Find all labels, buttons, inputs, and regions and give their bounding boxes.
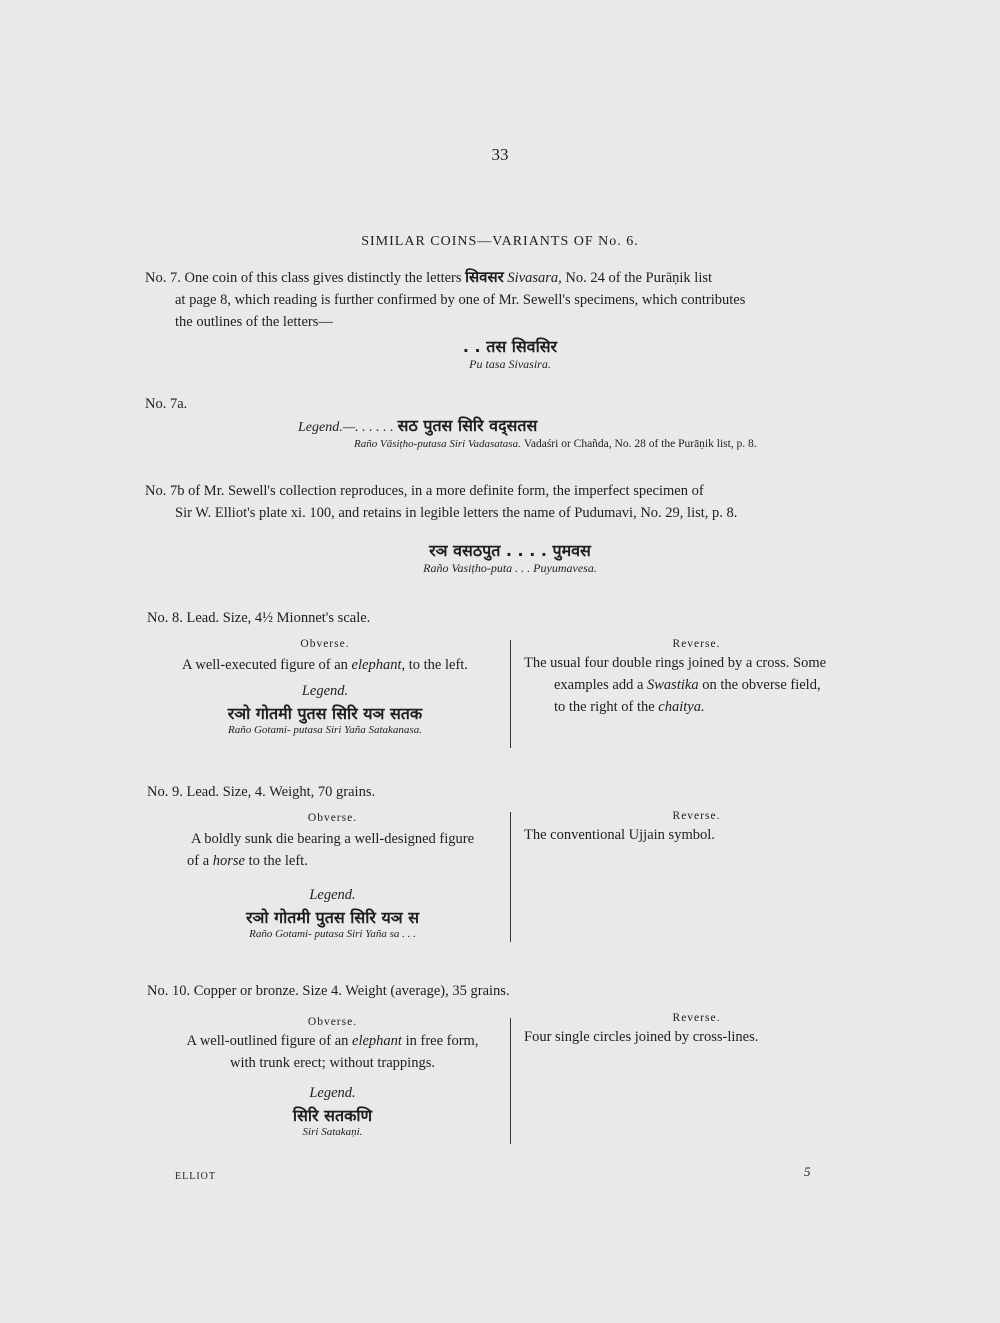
no7-line2: at page 8, which reading is further confirmed by one of Mr. Sewell's specimens, which contributes (175, 292, 746, 308)
no8-obverse (155, 638, 495, 736)
no7-legend-trans: Pu tasa Sivasira. (469, 357, 551, 371)
no7-line1-pre: No. 7. One coin of this class gives distinctly the letters (145, 270, 462, 286)
no7-deva: सिवसर (465, 268, 504, 286)
no10-obverse-line2: with trunk erect; without trappings. (230, 1055, 435, 1071)
no10-obverse-elephant: elephant (352, 1033, 402, 1049)
no8-reverse-swastika: Swastika (647, 677, 699, 693)
no10-reverse-label: Reverse. (672, 1012, 721, 1024)
no9-obverse (155, 812, 510, 940)
no10-legend-trans: Siri Satakaṇi. (302, 1126, 363, 1138)
no10-obverse (155, 1016, 510, 1138)
no7a-legend-deva: सठ पुतस सिरि वद्सतस (397, 416, 538, 435)
no8-divider (510, 640, 511, 748)
no7a-legend-trans-line (354, 436, 757, 451)
no7-line1 (145, 266, 865, 289)
no9-obverse-label: Obverse. (307, 812, 358, 824)
no10-obverse-label: Obverse. (307, 1016, 358, 1028)
no9-obverse-line1: A boldly sunk die bearing a well-designed figure (190, 831, 475, 847)
no8-header: No. 8. Lead. Size, 4½ Mionnet's scale. (147, 610, 371, 626)
no8-reverse-chaitya: chaitya. (658, 699, 705, 715)
no8-reverse-line2-pre: examples add a (554, 677, 644, 693)
no7-sivasara: Sivasara, (507, 270, 562, 286)
no8-reverse-line2 (524, 674, 869, 696)
no9-legend-deva: रञो गोतमी पुतस सिरि यञ स (245, 908, 420, 927)
page-number: 33 (491, 145, 509, 164)
no7b-line1: No. 7b of Mr. Sewell's collection reproduces, in a more definite form, the imperfect specimen of (145, 483, 704, 499)
no8-legend-deva: रञो गोतमी पुतस सिरि यञ सतक (227, 704, 423, 723)
no10-reverse-text: Four single circles joined by cross-lines. (524, 1029, 759, 1045)
no8-reverse (524, 638, 869, 718)
no8-obverse-it: elephant, (351, 657, 406, 673)
no9-reverse-text: The conventional Ujjain symbol. (524, 827, 715, 843)
no10-legend-label: Legend. (309, 1085, 356, 1101)
no10-obverse-line1-post: in free form, (405, 1033, 479, 1049)
footer-signature: ELLIOT (175, 1171, 216, 1182)
no10-reverse (524, 1012, 869, 1048)
no7a-label: No. 7a. (145, 396, 188, 412)
no7b-paragraph (145, 480, 865, 524)
no7b-line2: Sir W. Elliot's plate xi. 100, and retains in legible letters the name of Pudumavi, No. 29, list, p. 8. (175, 505, 738, 521)
no8-obverse-post: to the left. (408, 657, 468, 673)
no7-line3: the outlines of the letters— (175, 314, 333, 330)
no10-obverse-line1-pre: A well-outlined figure of an (186, 1033, 349, 1049)
section-title: SIMILAR COINS—VARIANTS OF No. 6. (361, 234, 639, 249)
no10-legend-deva: सिरि सतकणि (292, 1106, 373, 1125)
no7b-legend-trans: Raño Vasiṭho-puta . . . Puyumavesa. (423, 561, 597, 575)
no10-header: No. 10. Copper or bronze. Size 4. Weight (average), 35 grains. (147, 983, 510, 999)
no8-obverse-pre: A well-executed figure of an (182, 657, 348, 673)
no8-reverse-line2-post: on the obverse field, (702, 677, 821, 693)
no9-reverse-label: Reverse. (672, 810, 721, 822)
no8-reverse-line1: The usual four double rings joined by a cross. Some (524, 655, 827, 671)
no9-obverse-line2-pre: of a (187, 853, 210, 869)
no8-obverse-label: Obverse. (300, 638, 350, 650)
no9-header: No. 9. Lead. Size, 4. Weight, 70 grains. (147, 784, 376, 800)
no7a-legend (298, 414, 537, 436)
no9-legend-label: Legend. (309, 887, 356, 903)
no7-paragraph (145, 266, 865, 333)
no7b-legend-deva: रञ वसठपुत . . . . पुमवस (429, 541, 591, 560)
no10-obverse-line1 (155, 1030, 510, 1052)
no9-legend-trans: Raño Gotami- putasa Siri Yaña sa . . . (249, 928, 416, 940)
no7a-legend-trans: Raño Vāsiṭho-putasa Siri Vadasatasa. (354, 438, 521, 450)
no9-reverse (524, 810, 869, 846)
no8-legend-label: Legend. (301, 683, 349, 699)
no8-legend-trans: Raño Gotami- putasa Siri Yaña Satakanasa. (228, 724, 422, 736)
no8-reverse-label: Reverse. (672, 638, 721, 650)
no9-obverse-line2-post: to the left. (248, 853, 308, 869)
no10-divider (510, 1018, 511, 1144)
no9-divider (510, 812, 511, 942)
no8-obverse-text (155, 654, 495, 676)
no7a-legend-label: Legend.—. . . . . . (298, 420, 394, 435)
footer-sheet-number: 5 (804, 1164, 811, 1179)
no9-obverse-line2 (155, 850, 510, 872)
no7b-legend (310, 539, 710, 576)
no7-legend-deva: . . तस सिवसिर (462, 337, 558, 356)
no7a-legend-note: Vadaśri or Chañda, No. 28 of the Purāṇik list, p. 8. (523, 438, 757, 450)
no7-line1-post: No. 24 of the Purāṇik list (565, 270, 713, 286)
no7-legend (310, 335, 710, 372)
no8-reverse-line3 (524, 696, 869, 718)
no8-reverse-line3-pre: to the right of the (554, 699, 655, 715)
no9-obverse-horse: horse (212, 853, 245, 869)
